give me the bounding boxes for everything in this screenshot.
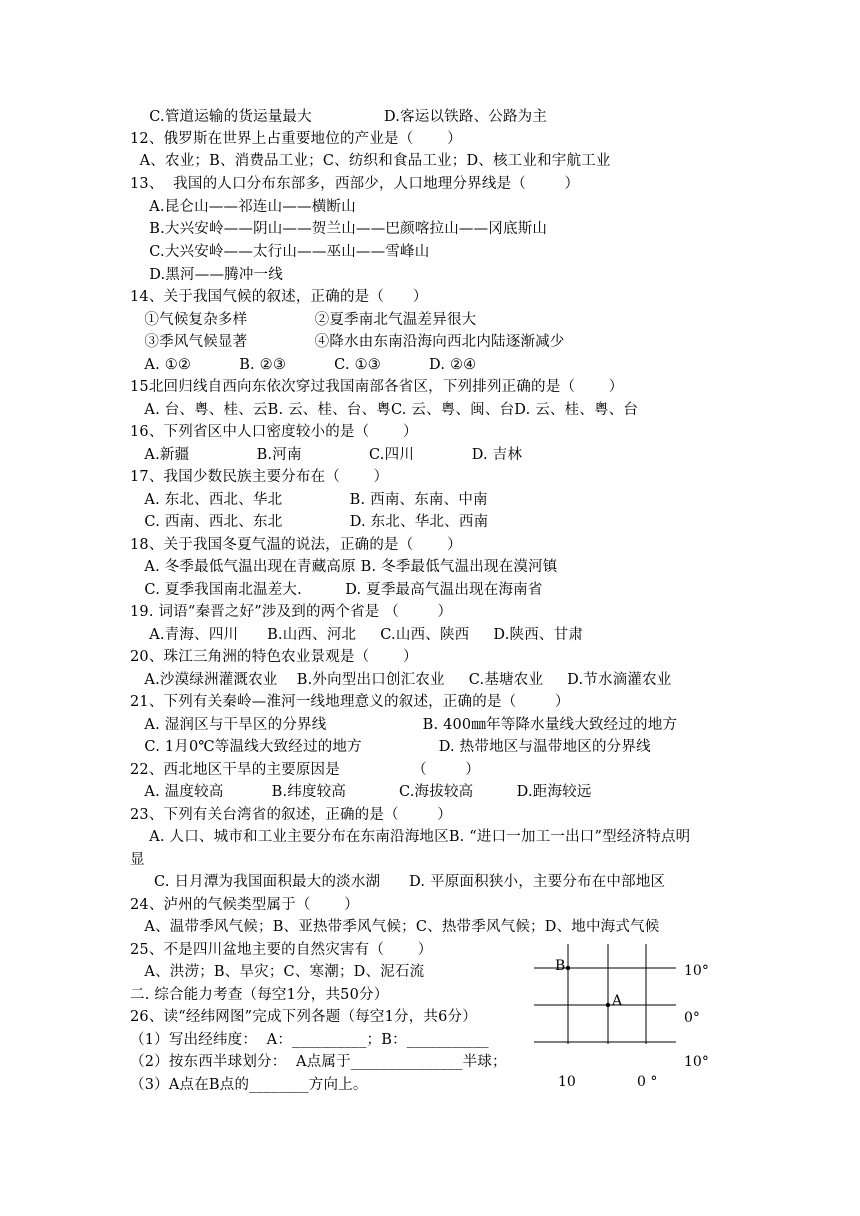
text-line: D.黑河——腾冲一线 [130,267,283,283]
point-b-label: B [555,958,566,974]
text-line: 14、关于我国气候的叙述，正确的是（ ） [130,289,428,305]
text-line: A.昆仑山——祁连山——横断山 [130,199,356,215]
text-line: B.大兴安岭——阴山——贺兰山——巴颜喀拉山——冈底斯山 [130,221,548,237]
text-line: A. 东北、西北、华北 B. 西南、东南、中南 [130,492,488,508]
text-line: 15北回归线自西向东依次穿过我国南部各省区，下列排列正确的是（ ） [130,379,624,395]
text-line: 18、关于我国冬夏气温的说法，正确的是（ ） [130,537,462,553]
lat-label-mid: 0° [684,1010,700,1026]
lon-label-right: 0 ° [637,1074,658,1090]
text-line: C.管道运输的货运量最大 D.客运以铁路、公路为主 [130,109,548,125]
text-line: A.沙漠绿洲灌溉农业 B.外向型出口创汇农业 C.基塘农业 D.节水滴灌农业 [130,672,672,688]
text-line: （2）按东西半球划分： A点属于_______________半球； [130,1054,507,1070]
text-line: （3）A点在B点的________方向上。 [130,1077,368,1093]
text-line: C. 日月潭为我国面积最大的淡水湖 D. 平原面积狭小，主要分布在中部地区 [130,874,666,890]
text-line: C.大兴安岭——太行山——巫山——雪峰山 [130,244,430,260]
text-line: A、农业；B、消费品工业；C、纺织和食品工业；D、核工业和宇航工业 [130,153,611,169]
text-line: A. 温度较高 B.纬度较高 C.海拔较高 D.距海较远 [130,784,592,800]
text-line: ③季风气候显著 ④降水由东南沿海向西北内陆逐渐减少 [130,334,565,350]
lat-label-bottom: 10° [684,1054,709,1070]
text-line: 20、珠江三角洲的特色农业景观是（ ） [130,649,418,665]
text-line: 二. 综合能力考查（每空1分，共50分） [130,987,389,1003]
text-line: 13、 我国的人口分布东部多，西部少，人口地理分界线是（ ） [130,176,580,192]
text-line: A. 台、粤、桂、云B. 云、桂、台、粤C. 云、粤、闽、台D. 云、桂、粤、台 [130,402,639,418]
point-b-dot [566,966,570,970]
text-line: 26、读“经纬网图”完成下列各题（每空1分，共6分） [130,1009,477,1025]
text-line: 24、泸州的气候类型属于（ ） [130,897,359,913]
text-line: A. 冬季最低气温出现在青藏高原 B. 冬季最低气温出现在漠河镇 [130,559,558,575]
text-line: 25、不是四川盆地主要的自然灾害有（ ） [130,942,433,958]
text-line: A. ①② B. ②③ C. ①③ D. ②④ [130,357,477,373]
text-line: （1）写出经纬度： A：__________；B：___________ [130,1032,489,1048]
point-a-dot [606,1003,610,1007]
lon-label-left: 10 [558,1074,576,1090]
text-line: C. 1月0℃等温线大致经过的地方 D. 热带地区与温带地区的分界线 [130,739,651,755]
text-line: 23、下列有关台湾省的叙述，正确的是（ ） [130,807,452,823]
text-line: 19. 词语“秦晋之好”涉及到的两个省是 （ ） [130,604,453,620]
text-line: 22、西北地区干旱的主要原因是 （ ） [130,762,480,778]
text-line: 21、下列有关秦岭—淮河一线地理意义的叙述，正确的是（ ） [130,694,570,710]
text-line: 16、下列省区中人口密度较小的是（ ） [130,424,418,440]
text-line: C. 西南、西北、东北 D. 东北、华北、西南 [130,514,489,530]
text-line: 显 [130,852,145,868]
text-line: A. 人口、城市和工业主要分布在东南沿海地区B. “进口一加工一出口”型经济特点明 [130,829,691,845]
text-line: 17、我国少数民族主要分布在（ ） [130,469,389,485]
text-line: ①气候复杂多样 ②夏季南北气温差异很大 [130,312,477,328]
text-line: C. 夏季我国南北温差大. D. 夏季最高气温出现在海南省 [130,582,543,598]
point-a-label: A [612,993,623,1009]
text-line: A.青海、四川 B.山西、河北 C.山西、陕西 D.陕西、甘肃 [130,627,584,643]
text-line: A.新疆 B.河南 C.四川 D. 吉林 [130,447,523,463]
text-line: 12、俄罗斯在世界上占重要地位的产业是（ ） [130,131,462,147]
text-line: A. 湿润区与干旱区的分界线 B. 400㎜年等降水量线大致经过的地方 [130,717,678,733]
lat-label-top: 10° [684,963,709,979]
text-line: A、洪涝；B、旱灾；C、寒潮；D、泥石流 [130,964,425,980]
text-line: A、温带季风气候；B、亚热带季风气候；C、热带季风气候；D、地中海式气候 [130,919,660,935]
